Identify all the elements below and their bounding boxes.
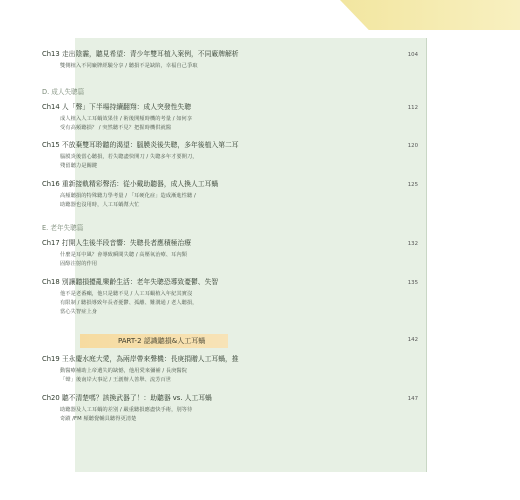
toc-entry-ch13[interactable] xyxy=(42,50,312,71)
page-number: 135 xyxy=(407,280,418,286)
toc-entry-ch15[interactable] xyxy=(42,141,312,171)
toc-entry-ch14[interactable] xyxy=(42,103,312,133)
part-page-number: 142 xyxy=(407,337,418,343)
toc-entry-ch19[interactable] xyxy=(42,355,312,385)
chapter-title: Ch19 王永慶水庭大愛，為兩岸帶來聲機：長庚捐贈人工耳蝸，推 xyxy=(42,355,239,363)
chapter-subtitle: 高頻聽損的特殊聽力學考量 / 「耳硬化症」造成漸進性聽 / xyxy=(60,193,196,199)
chapter-title: Ch20 聽不清楚嗎？該換武器了！：助聽器 vs. 人工耳蝸 xyxy=(42,394,212,402)
page-number: 132 xyxy=(407,241,418,247)
page-number: 147 xyxy=(407,396,418,402)
toc-entry-ch20[interactable] xyxy=(42,394,312,424)
chapter-title: Ch13 走出陰霾，聽見希望：青少年雙耳植入案例，不同廠牌解析 xyxy=(42,50,239,58)
chapter-subtitle: 雙側植入不同廠牌經驗分享 / 聽損不是缺陷，幸福自己爭取 xyxy=(60,63,198,69)
chapter-title: Ch14 人「聲」下半場持續翻翔：成人突發性失聰 xyxy=(42,103,192,111)
chapter-title: Ch16 重新接軌精彩聲活：從小戴助聽器，成人換人工耳蝸 xyxy=(42,180,219,188)
chapter-subtitle: 助聽器也沒用時，人工耳蝸幫大忙 xyxy=(60,202,140,208)
chapter-subtitle: 殘留聽力是關鍵 xyxy=(60,163,98,169)
toc-entry-ch18[interactable] xyxy=(42,278,312,317)
chapter-subtitle: 動醫療補助上帝遺失的缺憾，他用愛來彌補 / 長庚醫院 xyxy=(60,368,187,374)
chapter-subtitle: 有限制 / 聽損導致年長者憂鬱、孤離、難溝通 / 老人聽損， xyxy=(60,300,198,306)
chapter-title: Ch15 不放棄雙耳聆聽的渴望：腦膜炎後失聰，多年後植入第二耳 xyxy=(42,141,239,149)
chapter-title: Ch17 打開人生後半段音響：失聰長者應積極治療 xyxy=(42,239,192,247)
chapter-subtitle: 奇蹟 /FM 頻聽覺輔具聽得更清楚 xyxy=(60,416,137,422)
page-number: 112 xyxy=(407,105,418,111)
chapter-subtitle: 「聲」後南岸大事記 / 王創辦人善舉、流芳百世 xyxy=(60,377,172,383)
chapter-subtitle: 腦膜炎後當心聽損，若失聰盡快開刀 / 失聰多年才要開刀， xyxy=(60,154,198,160)
page-number: 120 xyxy=(407,143,418,149)
chapter-subtitle: 成人植入人工耳蝸效果佳 / 術後開頻時機的考量 / 如何享 xyxy=(60,116,193,122)
toc-entry-ch17[interactable] xyxy=(42,239,312,269)
chapter-subtitle: 什麼是耳中風？會導致瞬間失聰 / 高壓氧治療、耳內類 xyxy=(60,252,187,258)
chapter-title: Ch18 別讓聽損擾亂樂齡生活：老年失聰恐導致憂鬱、失智 xyxy=(42,278,219,286)
page-number: 104 xyxy=(407,52,418,58)
divider-line xyxy=(426,38,427,472)
chapter-subtitle: 當心失智症上身 xyxy=(60,309,98,315)
chapter-subtitle: 助聽器及人工耳蝸的差別 / 嚴重聽損應盡快手術，別等待 xyxy=(60,407,193,413)
part-heading-band[interactable] xyxy=(80,334,228,348)
section-heading-e: E. 老年失聰篇 xyxy=(42,224,84,232)
page-number: 125 xyxy=(407,182,418,188)
toc-entry-ch16[interactable] xyxy=(42,180,312,210)
section-heading-d: D. 成人失聰篇 xyxy=(42,88,85,96)
chapter-subtitle: 受有高頻聽損？ / 突然聽不見？把握時機供就醫 xyxy=(60,125,172,131)
corner-decoration xyxy=(340,0,520,30)
part-heading: PART-2 認識聽損&人工耳蝸 xyxy=(118,337,206,345)
chapter-subtitle: 固醇注射的作用 xyxy=(60,261,98,267)
chapter-subtitle: 他不是老番癲，他只是聽不見 / 人工耳蝸植入年紀其實沒 xyxy=(60,291,193,297)
